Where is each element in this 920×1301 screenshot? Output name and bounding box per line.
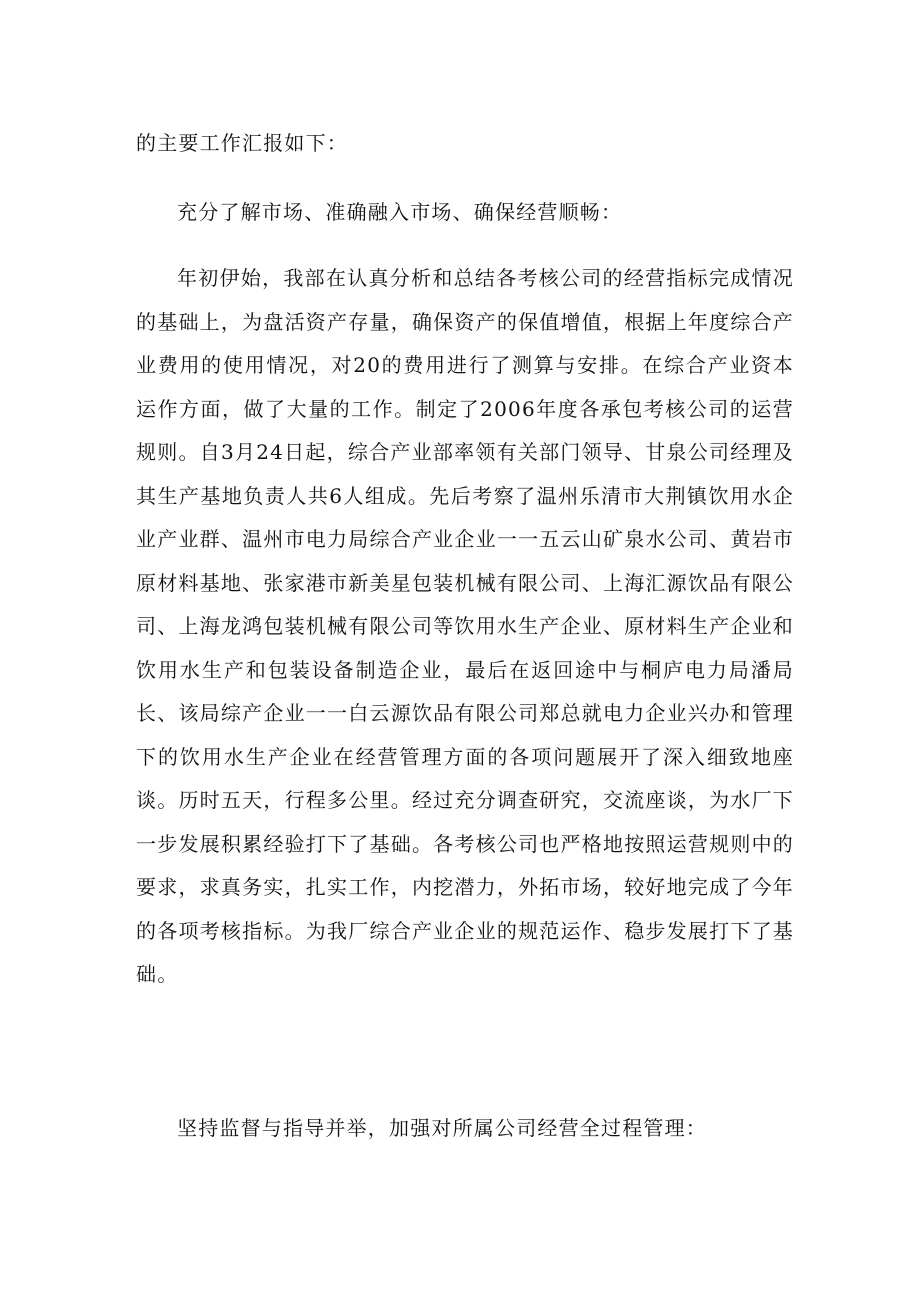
paragraph-body: 年初伊始，我部在认真分析和总结各考核公司的经营指标完成情况的基础上，为盘活资产存量，确保资产的保值增值，根据上年度综合产业费用的使用情况，对20的费用进行了测算与安排。在综合产业资本运作方面，做了大量的工作。制定了2006年度各承包考核公司的运营规则。自3月24日起，综合产业部率领有关部门领导、甘泉公司经理及其生产基地负责人共6人组成。先后考察了温州乐清市大荆镇饮用水企业产业群、温州市电力局综合产业企业一一五云山矿泉水公司、黄岩市原材料基地、张家港市新美星包装机械有限公司、上海汇源饮品有限公司、上海龙鸿包装机械有限公司等饮用水生产企业、原材料生产企业和饮用水生产和包装设备制造企业，最后在返回途中与桐庐电力局潘局长、该局综产企业一一白云源饮品有限公司郑总就电力企业兴办和管理下的饮用水生产企业在经营管理方面的各项问题展开了深入细致地座谈。历时五天，行程多公里。经过充分调查研究，交流座谈，为水厂下一步发展积累经验打下了基础。各考核公司也严格地按照运营规则中的要求，求真务实，扎实工作，内挖潜力，外拓市场，较好地完成了今年的各项考核指标。为我厂综合产业企业的规范运作、稳步发展打下了基础。 [136, 266, 794, 986]
paragraph-intro: 的主要工作汇报如下： [136, 131, 348, 155]
section-heading-market: 充分了解市场、准确融入市场、确保经营顺畅： [177, 200, 623, 224]
section-heading-supervision: 坚持监督与指导并举，加强对所属公司经营全过程管理： [177, 1116, 707, 1140]
